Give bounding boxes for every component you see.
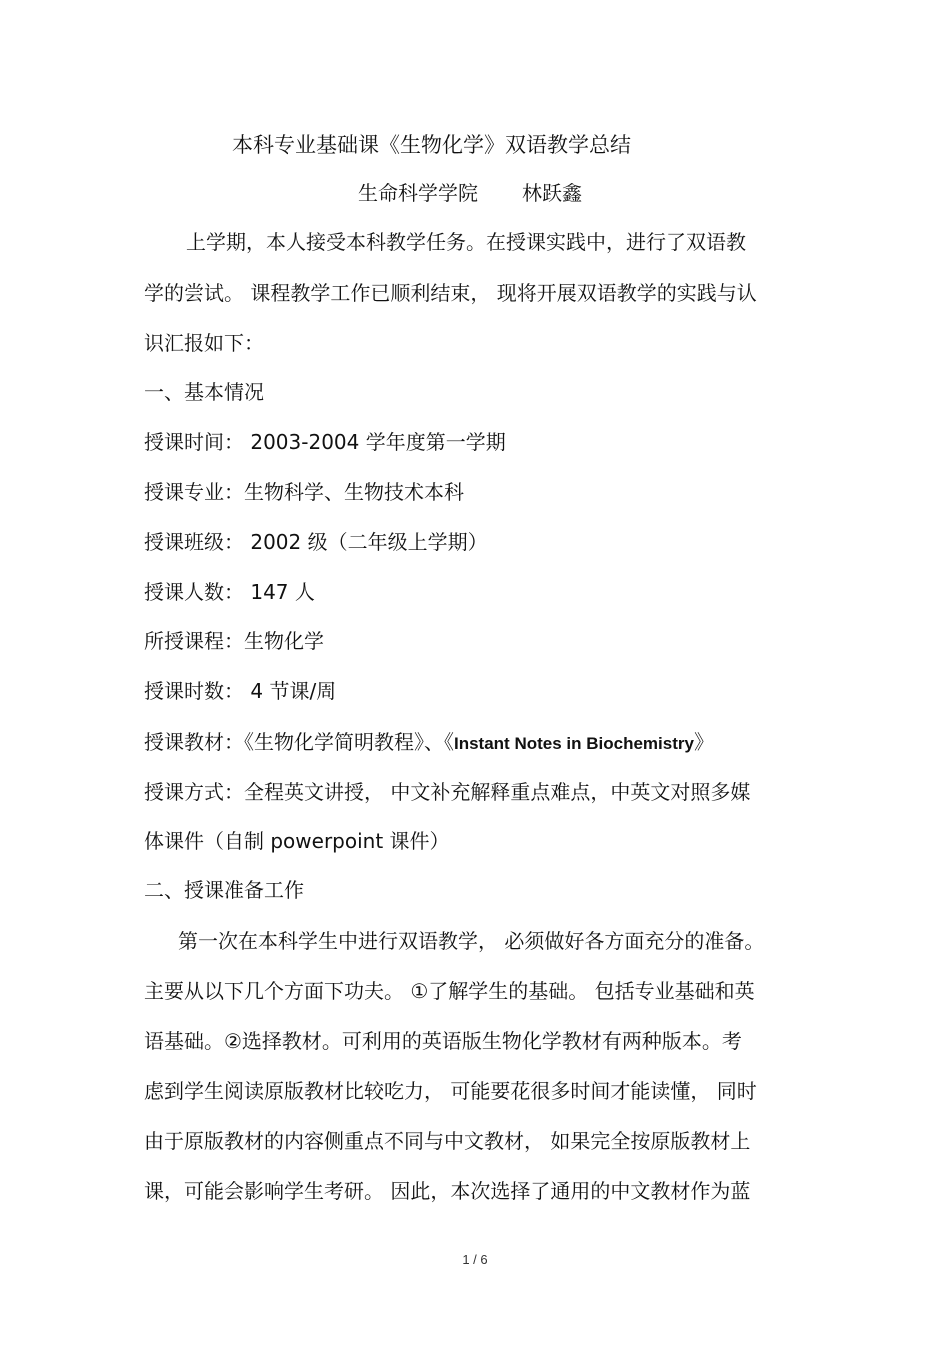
prep-line-5: 由于原版教材的内容侧重点不同与中文教材， 如果完全按原版教材上 — [144, 1129, 751, 1153]
page-number: 1 / 6 — [462, 1252, 488, 1267]
textbook-suffix: 》 — [693, 730, 714, 754]
textbook-prefix: 授课教材：《生物化学简明教程》、《 — [144, 730, 454, 754]
byline — [358, 180, 582, 206]
intro-line-2: 学的尝试。 课程教学工作已顺利结束， 现将开展双语教学的实践与认 — [144, 281, 757, 305]
info-class: 授课班级： 2002 级（二年级上学期） — [144, 530, 488, 554]
textbook-en-title: Instant Notes in Biochemistry — [454, 734, 694, 753]
prep-line-4: 虑到学生阅读原版教材比较吃力， 可能要花很多时间才能读懂， 同时 — [144, 1079, 757, 1103]
info-time: 授课时间： 2003-2004 学年度第一学期 — [144, 430, 506, 454]
info-hours: 授课时数： 4 节课/周 — [144, 679, 337, 703]
prep-line-1: 第一次在本科学生中进行双语教学， 必须做好各方面充分的准备。 — [178, 929, 765, 953]
department: 生命科学学院 — [358, 181, 478, 205]
section1-heading: 一、基本情况 — [144, 380, 264, 404]
info-method-line-1: 授课方式：全程英文讲授， 中文补充解释重点难点，中英文对照多媒 — [144, 780, 751, 804]
info-count: 授课人数： 147 人 — [144, 580, 315, 604]
prep-line-3: 语基础。②选择教材。可利用的英语版生物化学教材有两种版本。考 — [144, 1029, 742, 1053]
author: 林跃鑫 — [522, 181, 582, 205]
info-major: 授课专业：生物科学、生物技术本科 — [144, 480, 464, 504]
document-title: 本科专业基础课《生物化学》双语教学总结 — [232, 133, 631, 157]
prep-line-6: 课，可能会影响学生考研。 因此，本次选择了通用的中文教材作为蓝 — [144, 1179, 751, 1203]
intro-line-3: 识汇报如下： — [144, 331, 264, 355]
info-course: 所授课程：生物化学 — [144, 629, 324, 653]
info-textbook — [144, 729, 714, 757]
info-method-line-2: 体课件（自制 powerpoint 课件） — [144, 829, 450, 853]
intro-line-1: 上学期，本人接受本科教学任务。在授课实践中，进行了双语教 — [186, 230, 746, 254]
section2-heading: 二、授课准备工作 — [144, 878, 304, 902]
prep-line-2: 主要从以下几个方面下功夫。 ①了解学生的基础。 包括专业基础和英 — [144, 979, 755, 1003]
